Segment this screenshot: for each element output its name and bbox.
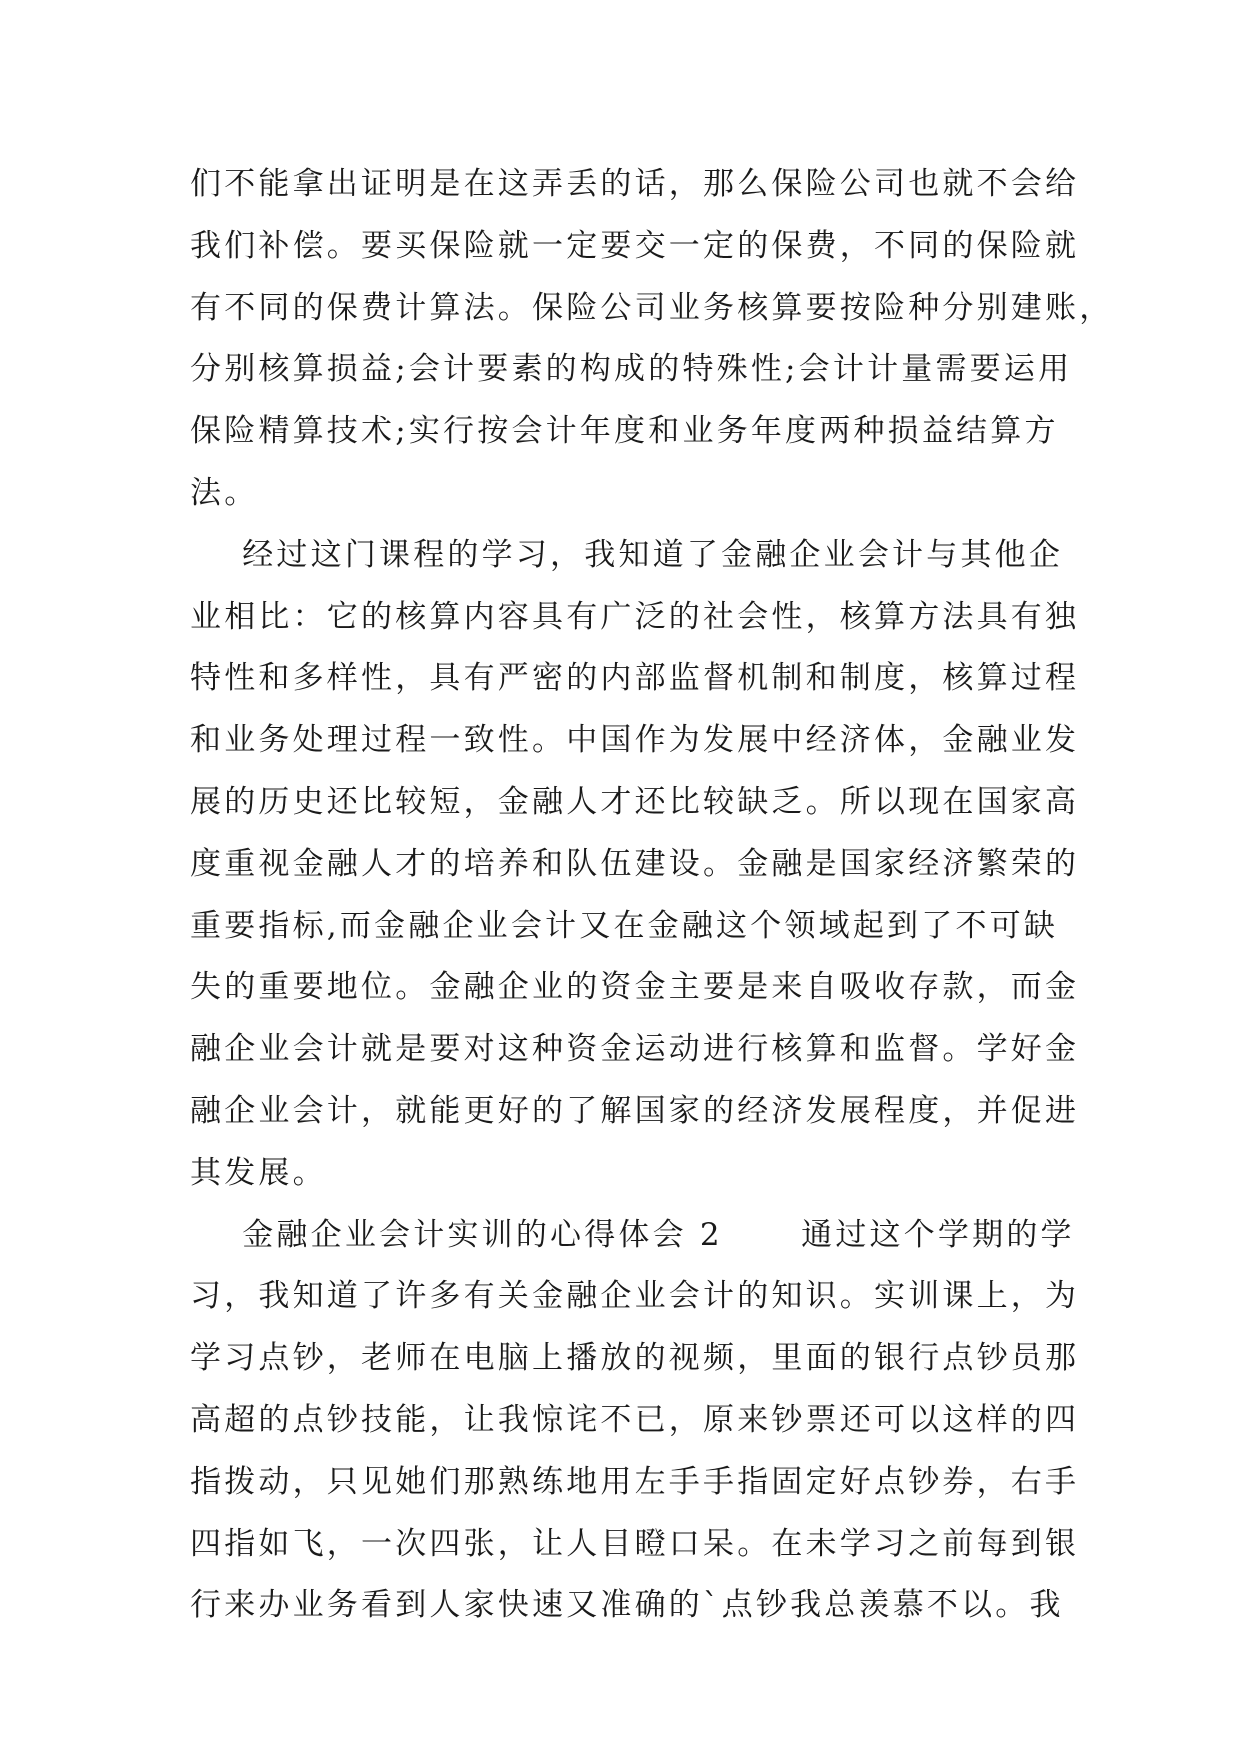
text-line: 我们补偿。要买保险就一定要交一定的保费，不同的保险就: [190, 227, 1080, 264]
text-line: 学习点钞，老师在电脑上播放的视频，里面的银行点钞员那: [190, 1340, 1080, 1377]
text-line: 特性和多样性，具有严密的内部监督机制和制度，核算过程: [190, 660, 1080, 697]
text-line: 经过这门课程的学习，我知道了金融企业会计与其他企: [190, 536, 1064, 573]
text-line: 和业务处理过程一致性。中国作为发展中经济体，金融业发: [190, 722, 1080, 759]
text-line: 们不能拿出证明是在这弄丢的话，那么保险公司也就不会给: [190, 166, 1080, 202]
text-line: 展的历史还比较短，金融人才还比较缺乏。所以现在国家高: [190, 783, 1080, 820]
body-text: [190, 154, 1114, 1637]
text-line: 业相比：它的核算内容具有广泛的社会性，核算方法具有独: [190, 598, 1080, 635]
text-line: 金融企业会计实训的心得体会 2 通过这个学期的学: [190, 1216, 1075, 1253]
text-line: 高超的点钞技能，让我惊诧不已，原来钞票还可以这样的四: [190, 1401, 1080, 1438]
text-line: 习，我知道了许多有关金融企业会计的知识。实训课上，为: [190, 1278, 1080, 1315]
text-line: 有不同的保费计算法。保险公司业务核算要按险种分别建账，: [190, 289, 1114, 326]
text-line: 重要指标,而金融企业会计又在金融这个领域起到了不可缺: [190, 907, 1059, 944]
text-line: 保险精算技术;实行按会计年度和业务年度两种损益结算方: [190, 413, 1059, 450]
text-line: 融企业会计就是要对这种资金运动进行核算和监督。学好金: [190, 1031, 1080, 1068]
text-line: 法。: [190, 474, 259, 511]
text-line: 其发展。: [190, 1154, 327, 1191]
text-line: 融企业会计，就能更好的了解国家的经济发展程度，并促进: [190, 1092, 1080, 1129]
text-line: 度重视金融人才的培养和队伍建设。金融是国家经济繁荣的: [190, 845, 1080, 882]
text-line: 四指如飞，一次四张，让人目瞪口呆。在未学习之前每到银: [190, 1525, 1080, 1562]
text-line: 失的重要地位。金融企业的资金主要是来自吸收存款，而金: [190, 969, 1080, 1006]
text-line: 分别核算损益;会计要素的构成的特殊性;会计计量需要运用: [190, 351, 1073, 388]
text-line: 行来办业务看到人家快速又准确的`点钞我总羡慕不以。我: [190, 1587, 1064, 1624]
text-line: 指拨动，只见她们那熟练地用左手手指固定好点钞券，右手: [190, 1463, 1080, 1500]
